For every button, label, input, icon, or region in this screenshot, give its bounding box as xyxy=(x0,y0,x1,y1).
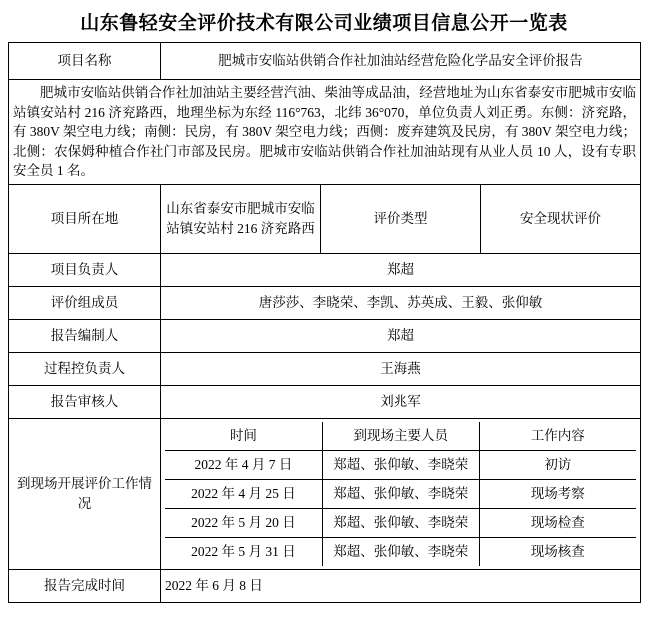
onsite-people: 郑超、张仰敏、李晓荣 xyxy=(322,537,479,566)
table-row xyxy=(9,569,641,602)
onsite-people: 郑超、张仰敏、李晓荣 xyxy=(322,479,479,508)
team-members-value: 唐莎莎、李晓荣、李凯、苏英成、王毅、张仰敏 xyxy=(161,286,641,319)
page-title: 山东鲁轻安全评价技术有限公司业绩项目信息公开一览表 xyxy=(80,13,568,34)
onsite-header-work: 工作内容 xyxy=(479,422,636,451)
onsite-date: 2022 年 4 月 25 日 xyxy=(165,479,322,508)
onsite-header-row xyxy=(165,422,636,451)
team-members-label: 评价组成员 xyxy=(9,286,161,319)
table-row xyxy=(9,319,641,352)
table-row xyxy=(165,450,636,479)
onsite-work: 现场检查 xyxy=(479,508,636,537)
eval-type-value: 安全现状评价 xyxy=(481,184,641,253)
report-writer-label: 报告编制人 xyxy=(9,319,161,352)
onsite-date: 2022 年 4 月 7 日 xyxy=(165,450,322,479)
onsite-people: 郑超、张仰敏、李晓荣 xyxy=(322,508,479,537)
onsite-work-table-cell xyxy=(161,418,641,569)
process-control-label: 过程控负责人 xyxy=(9,352,161,385)
project-name-label: 项目名称 xyxy=(9,43,161,80)
table-row xyxy=(9,385,641,418)
onsite-work: 现场核查 xyxy=(479,537,636,566)
project-leader-label: 项目负责人 xyxy=(9,253,161,286)
onsite-work-table xyxy=(165,422,636,566)
table-row xyxy=(165,479,636,508)
onsite-header-date: 时间 xyxy=(165,422,322,451)
table-row xyxy=(9,352,641,385)
project-description: 肥城市安临站供销合作社加油站主要经营汽油、柴油等成品油，经营地址为山东省泰安市肥城市安临站镇安站村 216 济兖路西，地理坐标为东经 116°763，北纬 36°070，单位负责人刘正勇。东侧：济兖路，有 380V 架空电力线；南侧：民房，有 380V 架空电力线；西侧：废弃建筑及民房，有 380V 架空电力线；北侧：农保姆种植合作社门市部及民房。肥城市安临站供销合作社加油站现有从业人员 10 人，设有专职安全员 1 名。 xyxy=(9,80,641,185)
eval-type-label: 评价类型 xyxy=(321,184,481,253)
process-control-value: 王海燕 xyxy=(161,352,641,385)
report-reviewer-value: 刘兆军 xyxy=(161,385,641,418)
report-writer-value: 郑超 xyxy=(161,319,641,352)
table-row xyxy=(165,508,636,537)
table-row xyxy=(9,43,641,80)
onsite-work: 初访 xyxy=(479,450,636,479)
onsite-date: 2022 年 5 月 20 日 xyxy=(165,508,322,537)
onsite-header-people: 到现场主要人员 xyxy=(322,422,479,451)
location-label: 项目所在地 xyxy=(9,184,161,253)
location-value: 山东省泰安市肥城市安临站镇安站村 216 济兖路西 xyxy=(161,184,321,253)
table-row xyxy=(9,286,641,319)
table-row xyxy=(165,537,636,566)
report-reviewer-label: 报告审核人 xyxy=(9,385,161,418)
onsite-date: 2022 年 5 月 31 日 xyxy=(165,537,322,566)
onsite-work-label: 到现场开展评价工作情况 xyxy=(9,418,161,569)
project-leader-value: 郑超 xyxy=(161,253,641,286)
project-info-table xyxy=(8,42,641,603)
onsite-work: 现场考察 xyxy=(479,479,636,508)
table-row xyxy=(9,418,641,569)
onsite-people: 郑超、张仰敏、李晓荣 xyxy=(322,450,479,479)
finish-time-value: 2022 年 6 月 8 日 xyxy=(161,569,641,602)
table-row xyxy=(9,253,641,286)
finish-time-label: 报告完成时间 xyxy=(9,569,161,602)
table-row xyxy=(9,184,641,253)
project-name-value: 肥城市安临站供销合作社加油站经营危险化学品安全评价报告 xyxy=(161,43,641,80)
table-row xyxy=(9,80,641,185)
